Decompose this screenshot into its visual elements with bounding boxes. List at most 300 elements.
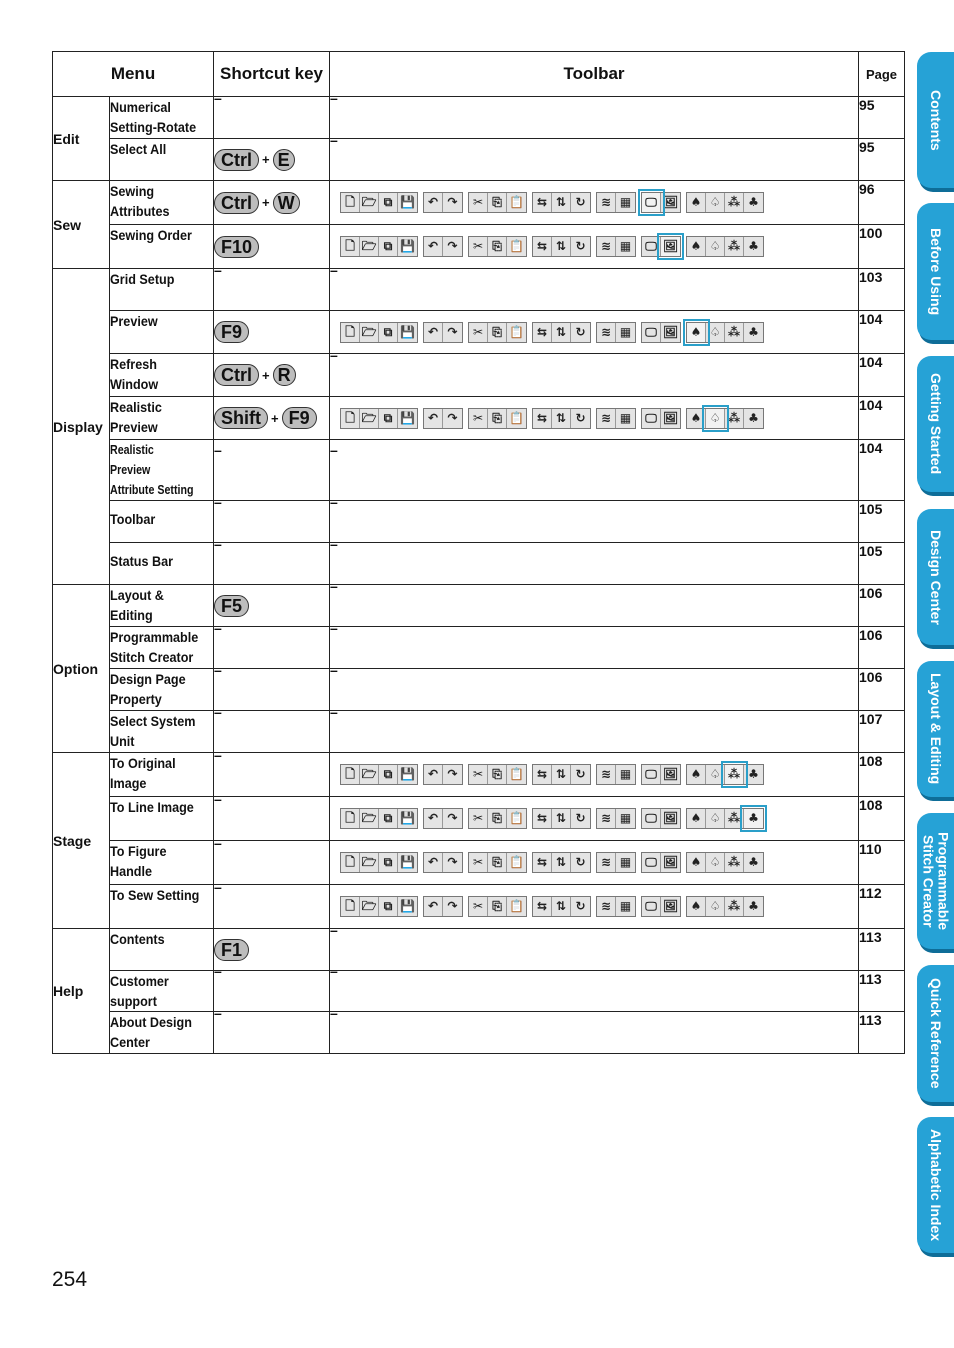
shortcut-cell: – (214, 440, 330, 501)
page-ref: 106 (859, 585, 905, 627)
group-stage: Stage (53, 753, 110, 929)
page-ref: 104 (859, 354, 905, 397)
toolbar-group (423, 896, 463, 917)
sewing-order-icon: ▦ (616, 409, 635, 428)
shortcut-cell: – (214, 753, 330, 797)
save-icon: 💾 (398, 323, 417, 342)
import-icon: ⧉ (379, 193, 398, 212)
group-help: Help (53, 929, 110, 1054)
undo-icon: ↶ (424, 809, 443, 828)
toolbar-group (468, 764, 527, 785)
cut-icon: ✂ (469, 765, 488, 784)
menu-item: To Original Image (110, 753, 214, 797)
key-cap: Ctrl (214, 192, 259, 214)
shortcut-cell: Ctrl + E (214, 139, 330, 181)
row-to-figure-handle (53, 841, 905, 885)
shortcut-cell: Shift + F9 (214, 397, 330, 440)
toolbar-cell: – (330, 97, 859, 139)
sew-setting-icon: ♣ (744, 809, 763, 828)
sewing-order-icon: ▦ (616, 237, 635, 256)
sew-setting-icon: ♣ (744, 853, 763, 872)
toolbar-group (532, 852, 591, 873)
line-image-icon: ♤ (706, 853, 725, 872)
rotate-icon: ↻ (571, 897, 590, 916)
copy-icon: ⎘ (488, 409, 507, 428)
figure-handle-icon: ⁂ (725, 765, 744, 784)
row-realistic-preview (53, 397, 905, 440)
page-ref: 107 (859, 711, 905, 753)
shortcut-cell: – (214, 711, 330, 753)
menu-item: Contents (110, 929, 214, 971)
rotate-icon: ↻ (571, 193, 590, 212)
row-preview (53, 311, 905, 354)
rotate-icon: ↻ (571, 237, 590, 256)
import-icon: ⧉ (379, 853, 398, 872)
row-to-original-image (53, 753, 905, 797)
key-cap: F9 (214, 321, 249, 343)
undo-icon: ↶ (424, 237, 443, 256)
toolbar-group (596, 764, 636, 785)
tab-alphabetic-index[interactable]: Alphabetic Index (917, 1117, 954, 1253)
tab-programmable-stitch-creator[interactable]: Programmable Stitch Creator (917, 813, 954, 949)
toolbar-group (340, 896, 418, 917)
tab-before-using[interactable]: Before Using (917, 203, 954, 340)
realistic-preview-icon: 🖼 (661, 237, 680, 256)
row-to-line-image (53, 797, 905, 841)
toolbar-group (468, 808, 527, 829)
sewing-attributes-icon: ≋ (597, 409, 616, 428)
toolbar-image (340, 808, 858, 829)
original-image-icon: ♠ (687, 237, 706, 256)
toolbar-group (641, 808, 681, 829)
toolbar-image (340, 764, 858, 785)
key-cap: F10 (214, 236, 259, 258)
mirror-vertical-icon: ⇅ (552, 409, 571, 428)
toolbar-cell: – (330, 929, 859, 971)
shortcut-cell: Ctrl + W (214, 181, 330, 225)
figure-handle-icon: ⁂ (725, 853, 744, 872)
toolbar-cell (330, 797, 859, 841)
menu-item: Refresh Window (110, 354, 214, 397)
open-file-icon: 🗁 (360, 853, 379, 872)
sewing-attributes-icon: ≋ (597, 765, 616, 784)
menu-item: Programmable Stitch Creator (110, 627, 214, 669)
menu-item: Select System Unit (110, 711, 214, 753)
row-sewing-order (53, 225, 905, 269)
figure-handle-icon: ⁂ (725, 809, 744, 828)
new-file-icon: 🗋 (341, 853, 360, 872)
row-programmable-stitch-creator (53, 627, 905, 669)
toolbar-group (686, 408, 764, 429)
toolbar-image (340, 236, 858, 257)
toolbar-group (641, 852, 681, 873)
header-row (53, 52, 905, 97)
shortcut-cell: – (214, 501, 330, 543)
page-ref: 96 (859, 181, 905, 225)
toolbar-image (340, 408, 858, 429)
key-cap: Ctrl (214, 364, 259, 386)
tab-design-center[interactable]: Design Center (917, 509, 954, 645)
page-ref: 104 (859, 440, 905, 501)
toolbar-group (468, 408, 527, 429)
paste-icon: 📋 (507, 237, 526, 256)
realistic-preview-icon: 🖼 (661, 809, 680, 828)
undo-icon: ↶ (424, 323, 443, 342)
sewing-order-icon: ▦ (616, 809, 635, 828)
row-customer-support (53, 971, 905, 1012)
line-image-icon: ♤ (706, 897, 725, 916)
original-image-icon: ♠ (687, 193, 706, 212)
mirror-horizontal-icon: ⇆ (533, 323, 552, 342)
copy-icon: ⎘ (488, 809, 507, 828)
toolbar-group (596, 192, 636, 213)
redo-icon: ↷ (443, 193, 462, 212)
menu-item: Numerical Setting-Rotate (110, 97, 214, 139)
sew-setting-icon: ♣ (744, 193, 763, 212)
sewing-attributes-icon: ≋ (597, 323, 616, 342)
rotate-icon: ↻ (571, 853, 590, 872)
cut-icon: ✂ (469, 853, 488, 872)
import-icon: ⧉ (379, 897, 398, 916)
toolbar-cell: – (330, 354, 859, 397)
toolbar-group (423, 808, 463, 829)
menu-item: Sewing Attributes (110, 181, 214, 225)
toolbar-cell (330, 885, 859, 929)
import-icon: ⧉ (379, 765, 398, 784)
copy-icon: ⎘ (488, 193, 507, 212)
paste-icon: 📋 (507, 897, 526, 916)
realistic-preview-icon: 🖼 (661, 853, 680, 872)
menu-item: To Line Image (110, 797, 214, 841)
undo-icon: ↶ (424, 765, 443, 784)
sewing-attributes-icon: ≋ (597, 897, 616, 916)
menu-item: Layout & Editing (110, 585, 214, 627)
original-image-icon: ♠ (687, 765, 706, 784)
toolbar-group (340, 764, 418, 785)
toolbar-group (423, 764, 463, 785)
toolbar-cell: – (330, 269, 859, 311)
toolbar-group (686, 322, 764, 343)
realistic-preview-icon: 🖼 (661, 409, 680, 428)
line-image-icon: ♤ (706, 809, 725, 828)
open-file-icon: 🗁 (360, 897, 379, 916)
preview-icon: 🖵 (642, 323, 661, 342)
preview-icon: 🖵 (642, 409, 661, 428)
row-contents (53, 929, 905, 971)
toolbar-group (423, 322, 463, 343)
save-icon: 💾 (398, 409, 417, 428)
copy-icon: ⎘ (488, 323, 507, 342)
page-ref: 108 (859, 797, 905, 841)
key-cap: W (273, 192, 300, 214)
toolbar-group (686, 236, 764, 257)
redo-icon: ↷ (443, 853, 462, 872)
undo-icon: ↶ (424, 853, 443, 872)
shortcut-cell (214, 929, 330, 971)
toolbar-group (340, 322, 418, 343)
page-ref: 106 (859, 669, 905, 711)
toolbar-cell (330, 397, 859, 440)
menu-item: Status Bar (110, 543, 214, 585)
row-grid-setup (53, 269, 905, 311)
undo-icon: ↶ (424, 193, 443, 212)
toolbar-group (596, 408, 636, 429)
mirror-vertical-icon: ⇅ (552, 323, 571, 342)
mirror-vertical-icon: ⇅ (552, 853, 571, 872)
page-ref: 103 (859, 269, 905, 311)
realistic-preview-icon: 🖼 (661, 193, 680, 212)
save-icon: 💾 (398, 237, 417, 256)
row-about-design-center (53, 1012, 905, 1054)
toolbar-group (641, 408, 681, 429)
sewing-order-icon: ▦ (616, 897, 635, 916)
sewing-attributes-icon: ≋ (597, 809, 616, 828)
toolbar-cell (330, 225, 859, 269)
paste-icon: 📋 (507, 765, 526, 784)
preview-icon: 🖵 (642, 237, 661, 256)
shortcut-cell: – (214, 543, 330, 585)
row-sewing-attributes (53, 181, 905, 225)
realistic-preview-icon: 🖼 (661, 323, 680, 342)
toolbar-group (532, 408, 591, 429)
mirror-horizontal-icon: ⇆ (533, 809, 552, 828)
toolbar-group (468, 852, 527, 873)
new-file-icon: 🗋 (341, 897, 360, 916)
cut-icon: ✂ (469, 323, 488, 342)
toolbar-group (423, 192, 463, 213)
row-select-all (53, 139, 905, 181)
preview-icon: 🖵 (642, 765, 661, 784)
mirror-vertical-icon: ⇅ (552, 897, 571, 916)
new-file-icon: 🗋 (341, 409, 360, 428)
toolbar-group (340, 192, 418, 213)
group-display: Display (53, 269, 110, 585)
toolbar-group (686, 896, 764, 917)
key-cap: E (273, 149, 295, 171)
page-ref: 95 (859, 97, 905, 139)
menu-reference-table (52, 51, 905, 1054)
menu-item: Select All (110, 139, 214, 181)
toolbar-group (596, 322, 636, 343)
toolbar-group (596, 852, 636, 873)
open-file-icon: 🗁 (360, 323, 379, 342)
original-image-icon: ♠ (687, 809, 706, 828)
shortcut-cell: – (214, 627, 330, 669)
shortcut-cell: – (214, 1012, 330, 1054)
toolbar-cell: – (330, 627, 859, 669)
menu-item: Toolbar (110, 501, 214, 543)
save-icon: 💾 (398, 853, 417, 872)
toolbar-cell: – (330, 543, 859, 585)
preview-icon: 🖵 (642, 897, 661, 916)
key-cap: F1 (214, 939, 249, 961)
group-edit: Edit (53, 97, 110, 181)
toolbar-image (340, 896, 858, 917)
figure-handle-icon: ⁂ (725, 409, 744, 428)
line-image-icon: ♤ (706, 409, 725, 428)
toolbar-group (686, 808, 764, 829)
save-icon: 💾 (398, 765, 417, 784)
row-toolbar (53, 501, 905, 543)
toolbar-group (532, 322, 591, 343)
figure-handle-icon: ⁂ (725, 193, 744, 212)
shortcut-cell: – (214, 971, 330, 1012)
toolbar-cell (330, 181, 859, 225)
toolbar-cell (330, 311, 859, 354)
paste-icon: 📋 (507, 409, 526, 428)
import-icon: ⧉ (379, 323, 398, 342)
sewing-order-icon: ▦ (616, 853, 635, 872)
rotate-icon: ↻ (571, 323, 590, 342)
line-image-icon: ♤ (706, 193, 725, 212)
original-image-icon: ♠ (687, 323, 706, 342)
rotate-icon: ↻ (571, 409, 590, 428)
new-file-icon: 🗋 (341, 237, 360, 256)
paste-icon: 📋 (507, 193, 526, 212)
shortcut-cell: – (214, 269, 330, 311)
toolbar-group (596, 808, 636, 829)
sew-setting-icon: ♣ (744, 765, 763, 784)
toolbar-group (468, 896, 527, 917)
row-to-sew-setting (53, 885, 905, 929)
page-ref: 110 (859, 841, 905, 885)
tab-quick-reference[interactable]: Quick Reference (917, 965, 954, 1102)
toolbar-group (532, 896, 591, 917)
new-file-icon: 🗋 (341, 193, 360, 212)
shortcut-cell (214, 311, 330, 354)
import-icon: ⧉ (379, 409, 398, 428)
menu-item: Design Page Property (110, 669, 214, 711)
page-ref: 113 (859, 929, 905, 971)
import-icon: ⧉ (379, 237, 398, 256)
page-ref: 100 (859, 225, 905, 269)
mirror-vertical-icon: ⇅ (552, 809, 571, 828)
row-design-page-property (53, 669, 905, 711)
redo-icon: ↷ (443, 409, 462, 428)
toolbar-cell: – (330, 971, 859, 1012)
menu-item: Preview (110, 311, 214, 354)
preview-icon: 🖵 (642, 809, 661, 828)
page-ref: 95 (859, 139, 905, 181)
cut-icon: ✂ (469, 897, 488, 916)
save-icon: 💾 (398, 897, 417, 916)
toolbar-group (641, 896, 681, 917)
open-file-icon: 🗁 (360, 409, 379, 428)
new-file-icon: 🗋 (341, 765, 360, 784)
mirror-horizontal-icon: ⇆ (533, 853, 552, 872)
cut-icon: ✂ (469, 237, 488, 256)
page-number: 254 (52, 1268, 88, 1291)
toolbar-cell: – (330, 501, 859, 543)
toolbar-group (686, 852, 764, 873)
row-refresh-window (53, 354, 905, 397)
tab-layout-editing[interactable]: Layout & Editing (917, 661, 954, 797)
toolbar-group (641, 192, 681, 213)
header-menu: Menu (53, 52, 214, 97)
cut-icon: ✂ (469, 193, 488, 212)
tab-contents[interactable]: Contents (917, 52, 954, 188)
sewing-attributes-icon: ≋ (597, 193, 616, 212)
sewing-order-icon: ▦ (616, 193, 635, 212)
line-image-icon: ♤ (706, 237, 725, 256)
toolbar-group (532, 236, 591, 257)
new-file-icon: 🗋 (341, 809, 360, 828)
group-option: Option (53, 585, 110, 753)
open-file-icon: 🗁 (360, 237, 379, 256)
shortcut-cell: – (214, 797, 330, 841)
page-ref: 113 (859, 971, 905, 1012)
toolbar-group (532, 808, 591, 829)
toolbar-group (596, 896, 636, 917)
menu-item: To Figure Handle (110, 841, 214, 885)
copy-icon: ⎘ (488, 237, 507, 256)
sew-setting-icon: ♣ (744, 323, 763, 342)
row-numerical-setting-rotate (53, 97, 905, 139)
row-layout-editing (53, 585, 905, 627)
toolbar-group (532, 764, 591, 785)
open-file-icon: 🗁 (360, 765, 379, 784)
key-cap: Ctrl (214, 149, 259, 171)
row-select-system-unit (53, 711, 905, 753)
toolbar-image (340, 322, 858, 343)
menu-item: Realistic Preview Attribute Setting (110, 440, 214, 501)
toolbar-group (468, 236, 527, 257)
mirror-horizontal-icon: ⇆ (533, 897, 552, 916)
undo-icon: ↶ (424, 897, 443, 916)
toolbar-group (340, 852, 418, 873)
menu-item: To Sew Setting (110, 885, 214, 929)
mirror-horizontal-icon: ⇆ (533, 409, 552, 428)
header-page: Page (859, 52, 905, 97)
page-ref: 105 (859, 543, 905, 585)
toolbar-cell: – (330, 1012, 859, 1054)
page-ref: 112 (859, 885, 905, 929)
key-cap: Shift (214, 407, 268, 429)
cut-icon: ✂ (469, 409, 488, 428)
new-file-icon: 🗋 (341, 323, 360, 342)
toolbar-group (641, 322, 681, 343)
shortcut-cell (214, 585, 330, 627)
mirror-horizontal-icon: ⇆ (533, 193, 552, 212)
toolbar-group (423, 852, 463, 873)
toolbar-group (596, 236, 636, 257)
sewing-attributes-icon: ≋ (597, 237, 616, 256)
shortcut-cell: – (214, 885, 330, 929)
shortcut-cell: – (214, 841, 330, 885)
sewing-order-icon: ▦ (616, 323, 635, 342)
mirror-vertical-icon: ⇅ (552, 237, 571, 256)
mirror-vertical-icon: ⇅ (552, 765, 571, 784)
toolbar-group (423, 408, 463, 429)
redo-icon: ↷ (443, 897, 462, 916)
paste-icon: 📋 (507, 853, 526, 872)
toolbar-group (423, 236, 463, 257)
key-cap: F5 (214, 595, 249, 617)
import-icon: ⧉ (379, 809, 398, 828)
page-ref: 105 (859, 501, 905, 543)
copy-icon: ⎘ (488, 853, 507, 872)
shortcut-cell: – (214, 669, 330, 711)
group-sew: Sew (53, 181, 110, 269)
toolbar-group (532, 192, 591, 213)
tab-getting-started[interactable]: Getting Started (917, 356, 954, 492)
figure-handle-icon: ⁂ (725, 897, 744, 916)
header-shortcut: Shortcut key (214, 52, 330, 97)
toolbar-image (340, 852, 858, 873)
shortcut-cell: Ctrl + R (214, 354, 330, 397)
menu-item: About Design Center (110, 1012, 214, 1054)
toolbar-group (641, 236, 681, 257)
